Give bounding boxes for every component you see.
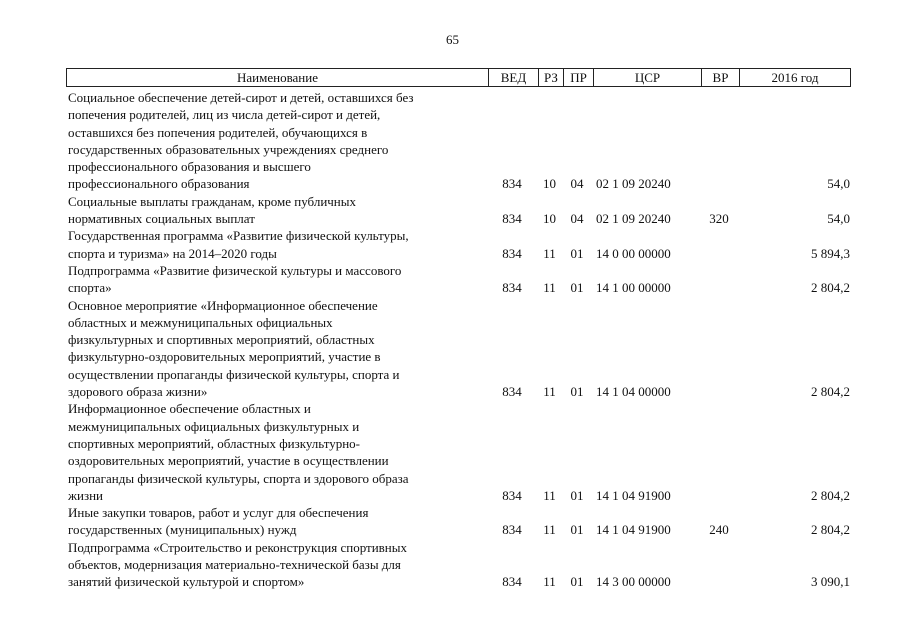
header-rz: РЗ xyxy=(538,69,563,86)
row-pr: 04 xyxy=(570,211,584,227)
row-name-line: профессионального образования xyxy=(68,176,250,192)
row-csr: 14 1 04 00000 xyxy=(596,384,671,400)
row-vr: 320 xyxy=(709,211,729,227)
page-number: 65 xyxy=(446,32,459,47)
row-name-line: межмуниципальных официальных физкультурных и xyxy=(68,418,360,434)
row-sum: 2 804,2 xyxy=(811,487,850,503)
row-name-line: попечения родителей, лиц из числа детей-сирот и детей, xyxy=(68,107,381,123)
row-name-line: Социальные выплаты гражданам, кроме публичных xyxy=(68,193,356,209)
row-name-line: спорта и туризма» на 2014–2020 годы xyxy=(68,245,277,261)
row-name-line: физкультурно-оздоровительных мероприятий, участие в xyxy=(68,349,381,365)
header-csr: ЦСР xyxy=(593,69,701,86)
row-name-line: занятий физической культурой и спортом» xyxy=(68,574,305,590)
row-name-line: осуществлении пропаганды физической культуры, спорта и xyxy=(68,366,400,382)
row-name-line: Социальное обеспечение детей-сирот и детей, оставшихся без xyxy=(68,90,414,105)
row-ved: 834 xyxy=(502,245,522,261)
row-rz: 11 xyxy=(543,574,556,590)
table-row xyxy=(66,400,851,504)
row-sum: 5 894,3 xyxy=(811,245,850,261)
row-ved: 834 xyxy=(502,487,522,503)
header-ved: ВЕД xyxy=(488,69,538,86)
row-codes xyxy=(66,487,851,504)
row-name-line: физкультурных и спортивных мероприятий, областных xyxy=(68,332,375,348)
row-rz: 10 xyxy=(543,211,556,227)
row-csr: 14 1 04 91900 xyxy=(596,487,671,503)
table-row xyxy=(66,193,851,228)
row-name-line: Иные закупки товаров, работ и услуг для обеспечения xyxy=(68,505,369,521)
row-pr: 01 xyxy=(570,522,584,538)
row-name-line: объектов, модернизация материально-технической базы для xyxy=(68,557,401,573)
row-csr: 14 1 00 00000 xyxy=(596,280,671,296)
row-csr: 02 1 09 20240 xyxy=(596,176,671,192)
row-name-line: здорового образа жизни» xyxy=(68,384,208,400)
header-vr: ВР xyxy=(701,69,739,86)
row-sum: 2 804,2 xyxy=(811,280,850,296)
row-name-line: областных и межмуниципальных официальных xyxy=(68,314,333,330)
row-codes xyxy=(66,210,851,227)
row-name-line: профессионального образования и высшего xyxy=(68,159,311,175)
row-ved: 834 xyxy=(502,384,522,400)
row-name-line: Подпрограмма «Строительство и реконструкция спортивных xyxy=(68,539,407,555)
row-ved: 834 xyxy=(502,211,522,227)
row-ved: 834 xyxy=(502,280,522,296)
row-codes xyxy=(66,175,851,192)
row-codes xyxy=(66,279,851,296)
table-row xyxy=(66,539,851,591)
table-header xyxy=(66,68,851,87)
row-rz: 10 xyxy=(543,176,556,192)
table-row xyxy=(66,297,851,401)
row-pr: 04 xyxy=(570,176,584,192)
row-csr: 02 1 09 20240 xyxy=(596,211,671,227)
header-name: Наименование xyxy=(237,70,318,85)
row-sum: 2 804,2 xyxy=(811,522,850,538)
row-name-line: государственных (муниципальных) нужд xyxy=(68,522,297,538)
row-codes xyxy=(66,245,851,262)
table-body xyxy=(66,89,851,591)
row-name-line: Подпрограмма «Развитие физической культуры и массового xyxy=(68,262,402,278)
row-vr: 240 xyxy=(709,522,729,538)
row-rz: 11 xyxy=(543,245,556,261)
row-sum: 2 804,2 xyxy=(811,384,850,400)
row-name-line: нормативных социальных выплат xyxy=(68,211,255,227)
row-sum: 54,0 xyxy=(827,176,850,192)
row-rz: 11 xyxy=(543,280,556,296)
row-sum: 3 090,1 xyxy=(811,574,850,590)
row-pr: 01 xyxy=(570,574,584,590)
row-name-line: Государственная программа «Развитие физической культуры, xyxy=(68,228,409,244)
row-codes xyxy=(66,573,851,590)
row-name-line: пропаганды физической культуры, спорта и здорового образа xyxy=(68,470,409,486)
row-name-line: Информационное обеспечение областных и xyxy=(68,401,311,417)
row-codes xyxy=(66,383,851,400)
row-pr: 01 xyxy=(570,245,584,261)
row-name-line: спортивных мероприятий, областных физкультурно- xyxy=(68,435,360,451)
header-pr: ПР xyxy=(563,69,593,86)
row-ved: 834 xyxy=(502,574,522,590)
row-pr: 01 xyxy=(570,487,584,503)
row-name-line: спорта» xyxy=(68,280,112,296)
row-pr: 01 xyxy=(570,280,584,296)
row-name-line: оставшихся без попечения родителей, обучающихся в xyxy=(68,124,368,140)
row-name-line: оздоровительных мероприятий, участие в осуществлении xyxy=(68,453,389,469)
row-name-line: государственных образовательных учреждениях среднего xyxy=(68,141,389,157)
row-csr: 14 0 00 00000 xyxy=(596,245,671,261)
table-row xyxy=(66,89,851,193)
row-rz: 11 xyxy=(543,384,556,400)
table-row xyxy=(66,262,851,297)
row-name-line: жизни xyxy=(68,487,103,503)
table-row xyxy=(66,504,851,539)
row-rz: 11 xyxy=(543,522,556,538)
row-codes xyxy=(66,521,851,538)
row-sum: 54,0 xyxy=(827,211,850,227)
header-year: 2016 год xyxy=(739,69,850,86)
row-name-line: Основное мероприятие «Информационное обеспечение xyxy=(68,297,378,313)
row-csr: 14 3 00 00000 xyxy=(596,574,671,590)
row-rz: 11 xyxy=(543,487,556,503)
row-ved: 834 xyxy=(502,522,522,538)
table-row xyxy=(66,227,851,262)
row-pr: 01 xyxy=(570,384,584,400)
row-csr: 14 1 04 91900 xyxy=(596,522,671,538)
row-ved: 834 xyxy=(502,176,522,192)
